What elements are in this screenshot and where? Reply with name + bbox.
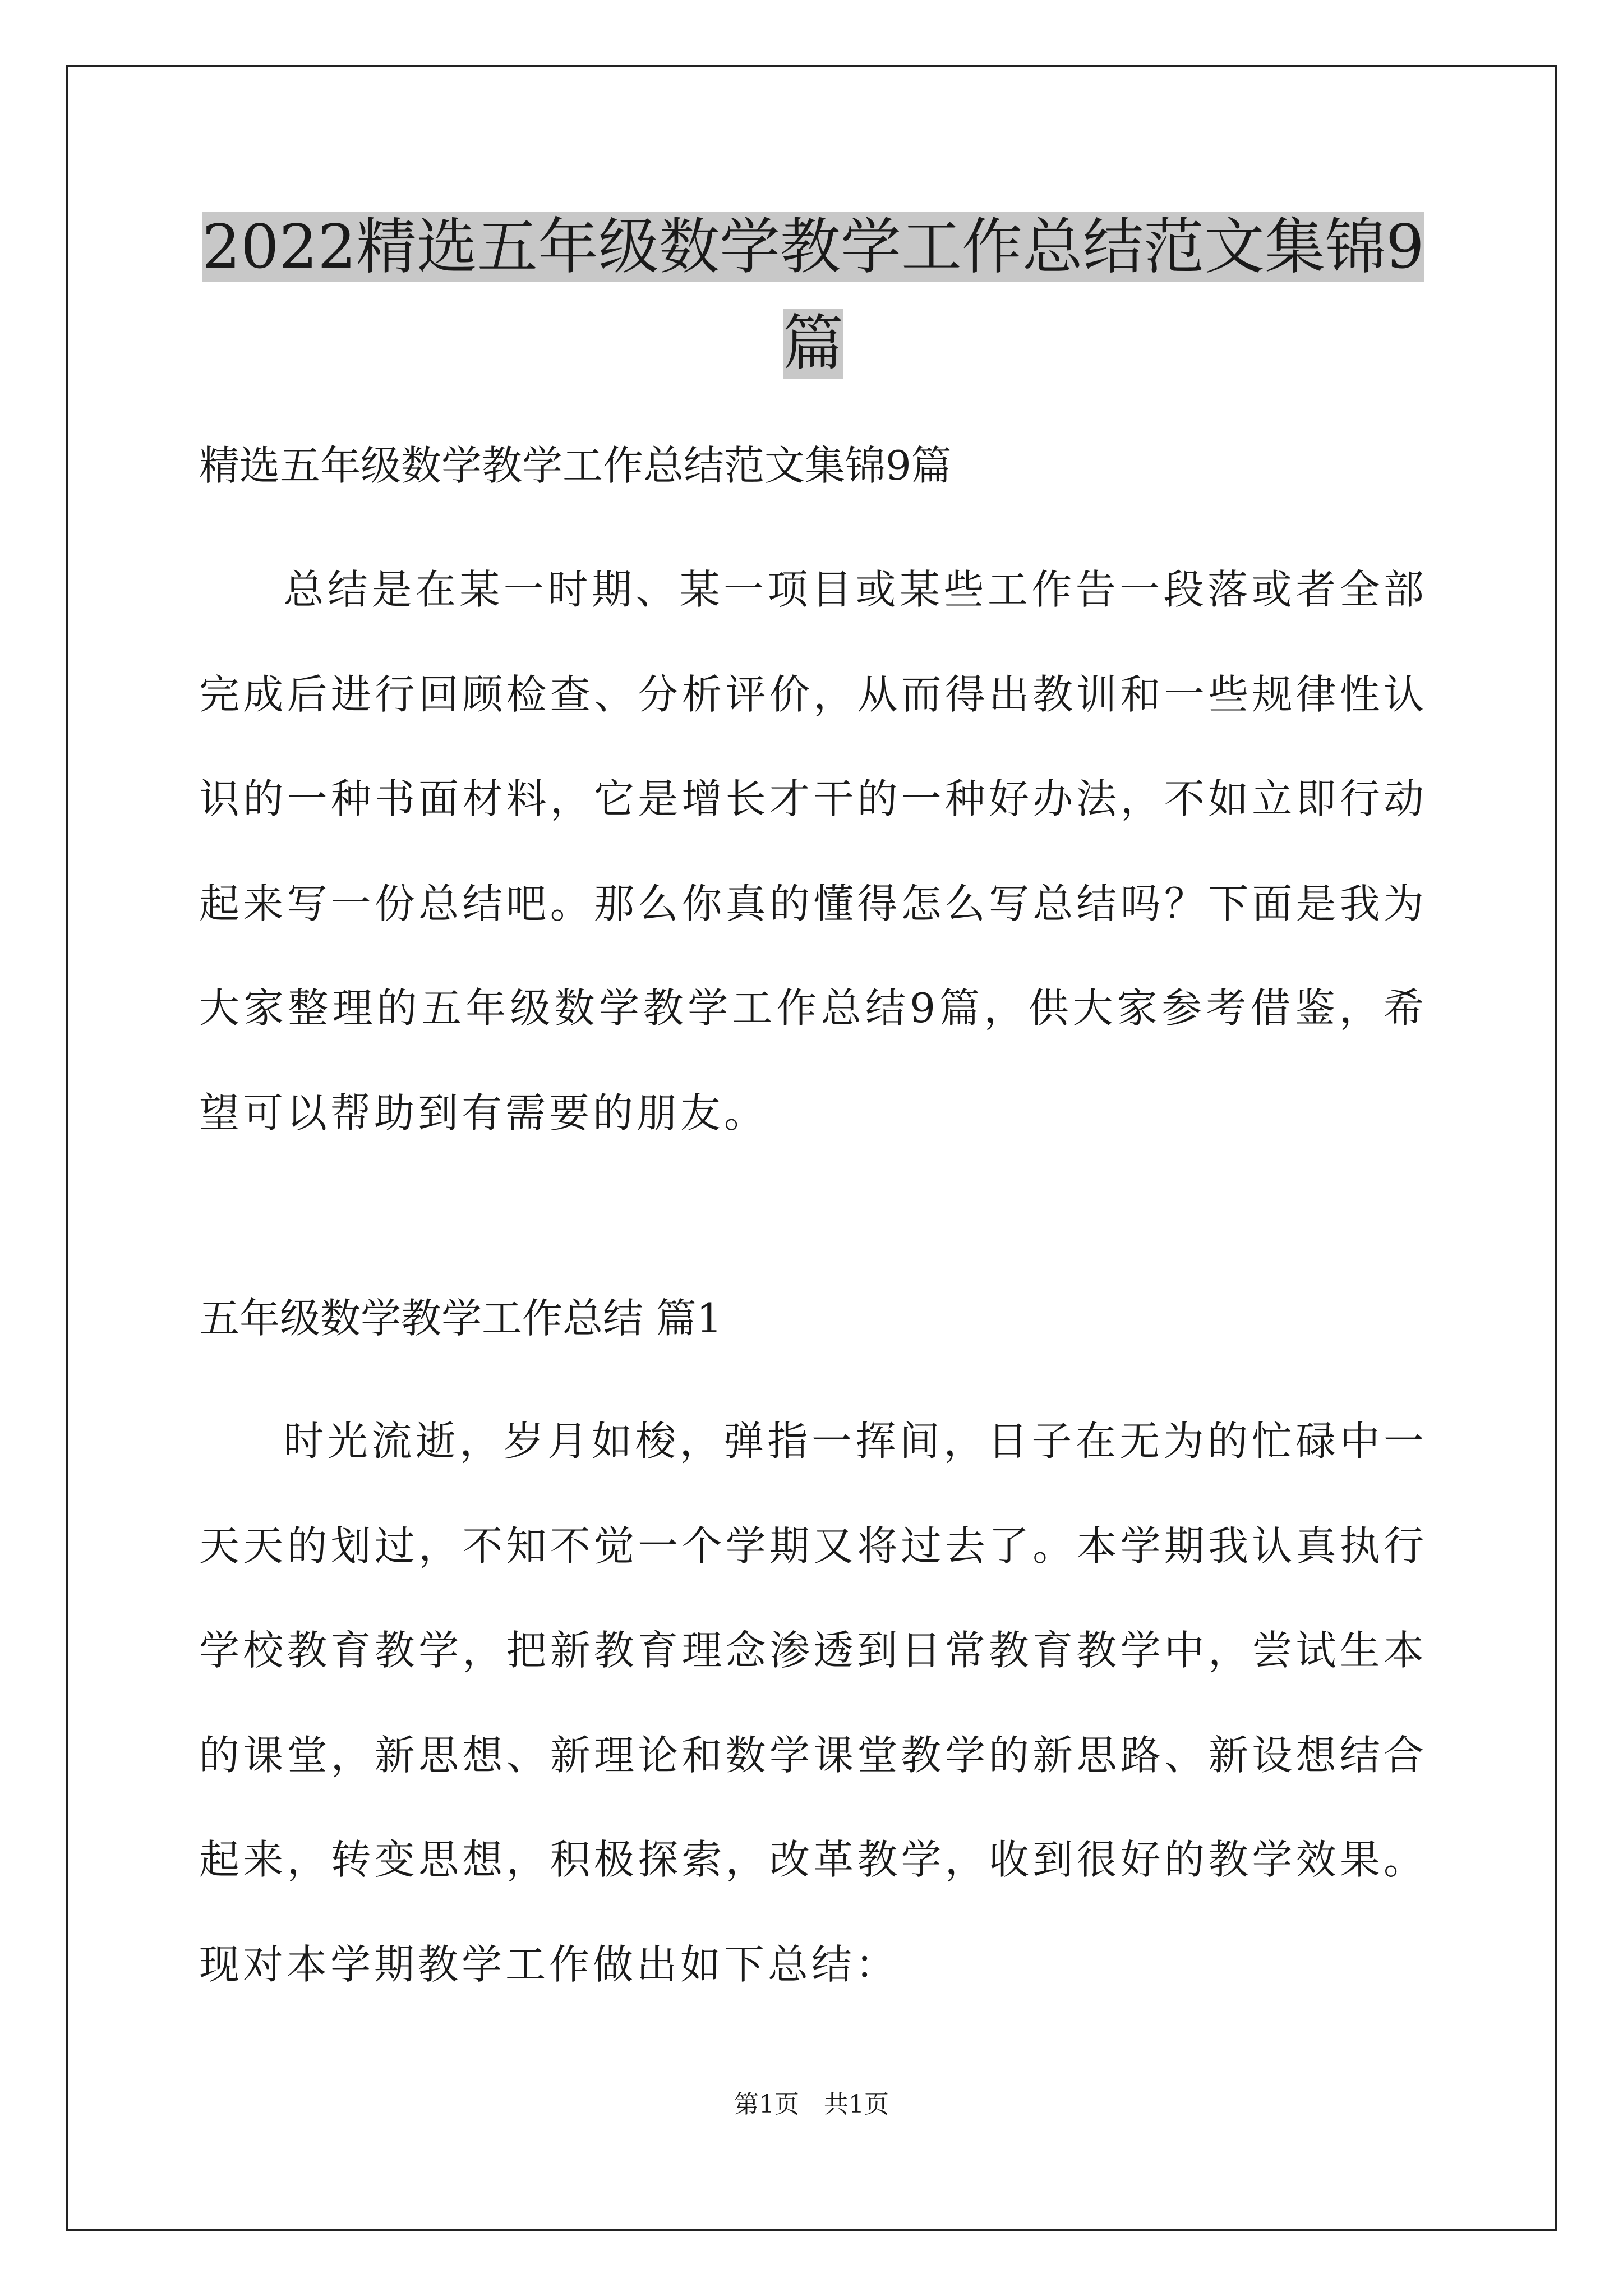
title-text: 2022精选五年级数学教学工作总结范文集锦9篇 xyxy=(202,212,1424,379)
intro-text: 总结是在某一时期、某一项目或某些工作告一段落或者全部完成后进行回顾检查、分析评价，从而得出教训和一些规律性认识的一种书面材料，它是增长才干的一种好办法，不如立即行动起来写一份总结吧。那么你真的懂得怎么写总结吗？下面是我为大家整理的五年级数学教学工作总结9篇，供大家参考借鉴，希望可以帮助到有需要的朋友。 xyxy=(199,566,1427,1137)
document-subtitle: 精选五年级数学教学工作总结范文集锦9篇 xyxy=(199,442,952,489)
section-text: 时光流逝，岁月如梭，弹指一挥间，日子在无为的忙碌中一天天的划过，不知不觉一个学期又将过去了。本学期我认真执行学校教育教学，把新教育理念渗透到日常教育教学中，尝试生本的课堂，新思想、新理论和数学课堂教学的新思路、新设想结合起来，转变思想，积极探索，改革教学，收到很好的教学效果。现对本学期教学工作做出如下总结： xyxy=(199,1418,1427,1988)
section-paragraph xyxy=(199,1389,1427,2017)
page-footer: 第1页 共1页 xyxy=(734,2090,889,2119)
document-title xyxy=(202,199,1424,392)
section-heading: 五年级数学教学工作总结 篇1 xyxy=(199,1295,722,1342)
intro-paragraph xyxy=(199,537,1427,1165)
